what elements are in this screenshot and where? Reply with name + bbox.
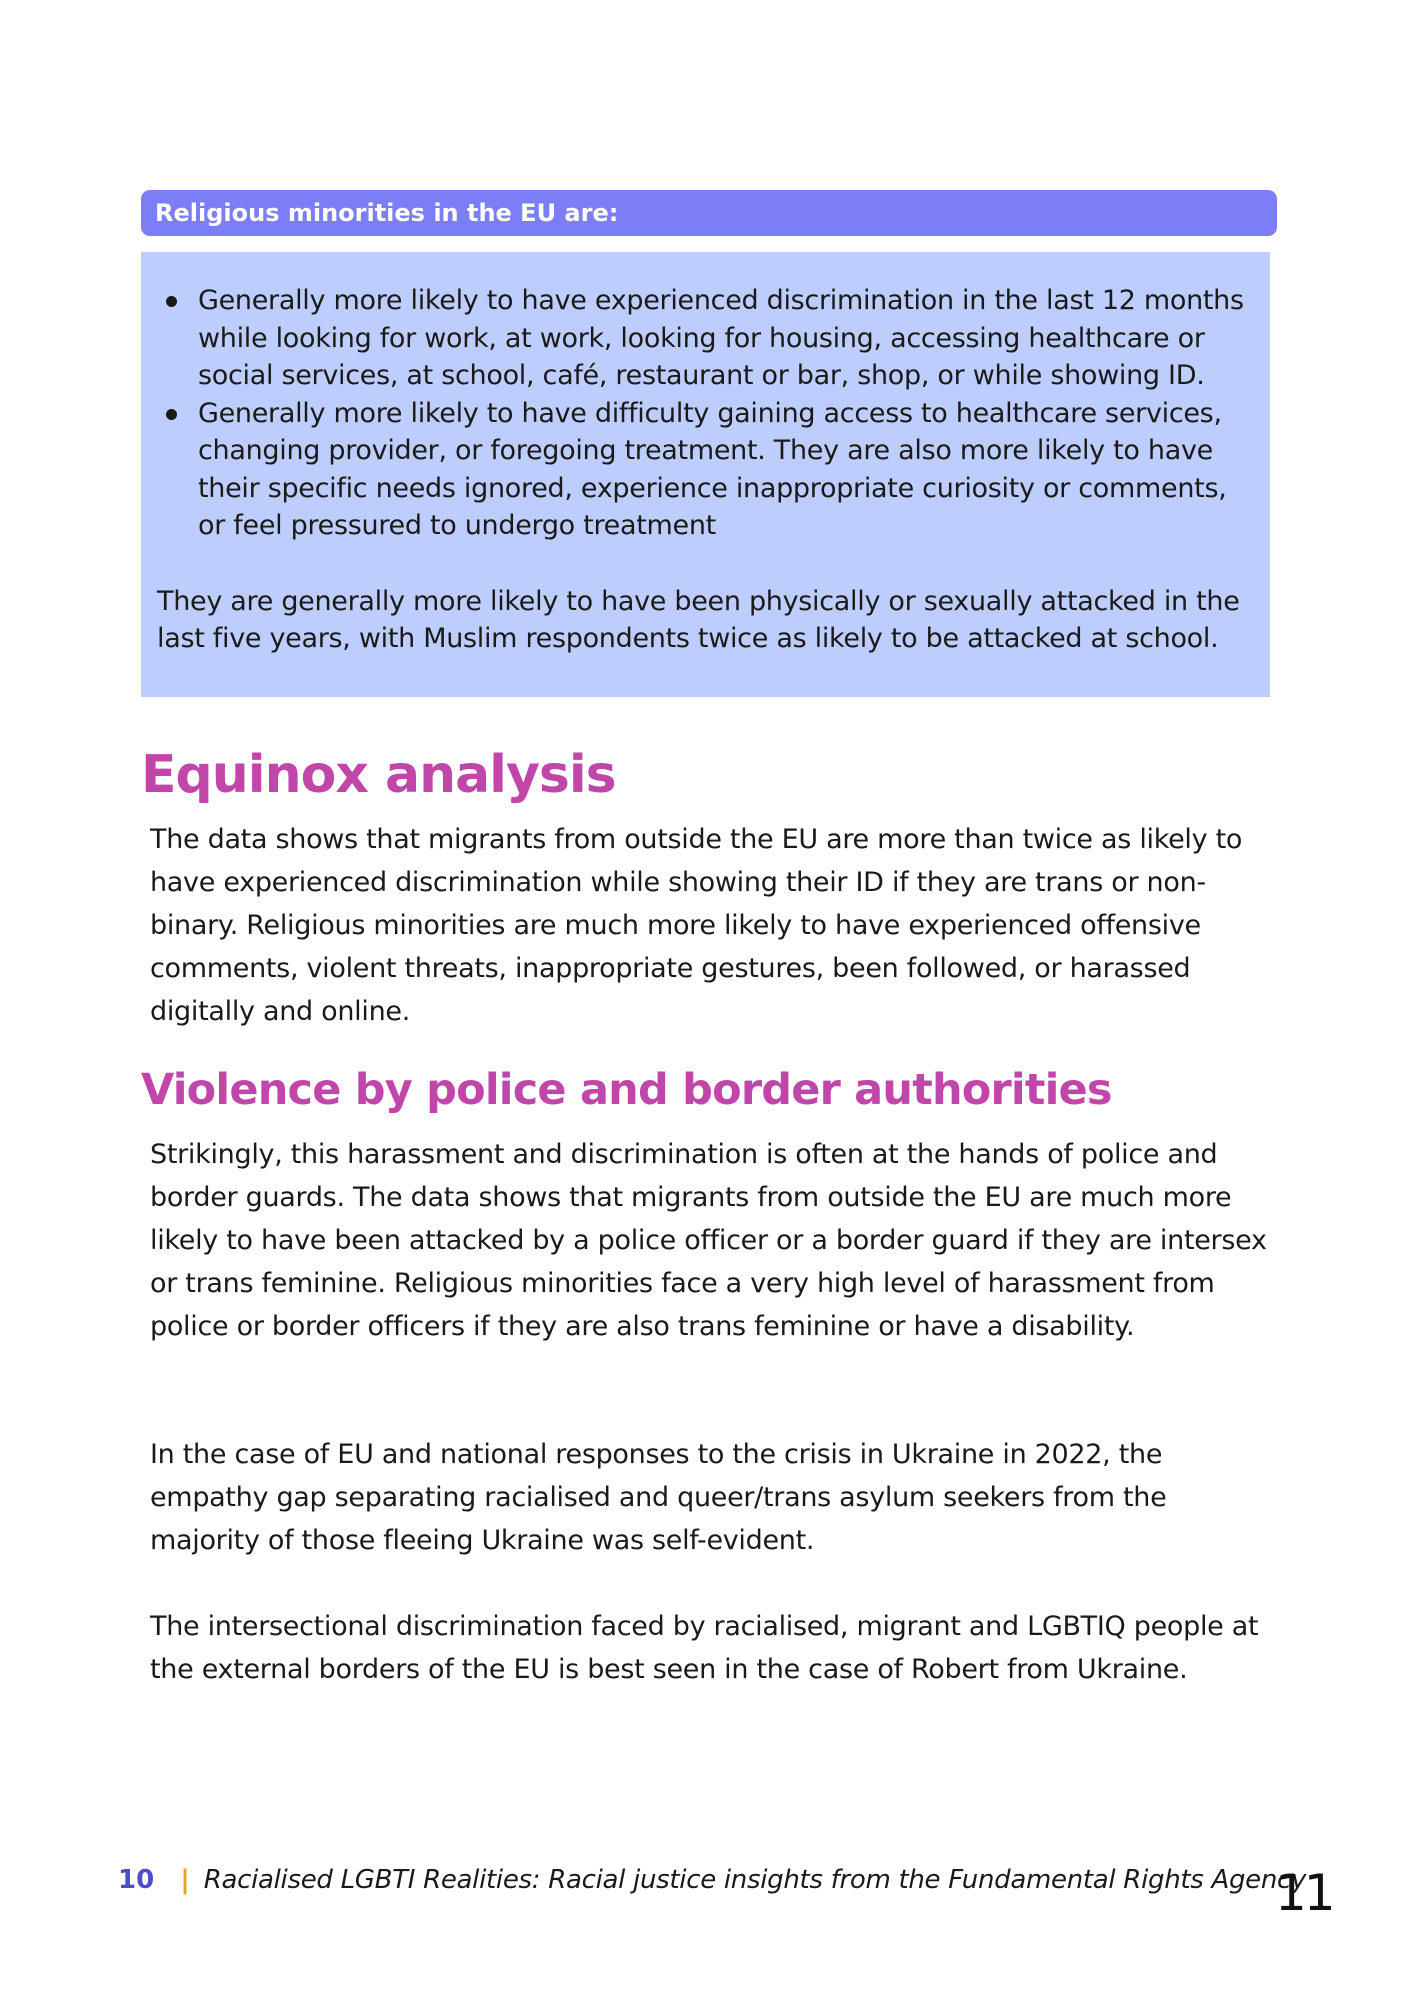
page-number-right: 11 [1275,1864,1333,1922]
callout-bullet-list [157,282,1254,545]
police-heading: Violence by police and border authorities [141,1065,1112,1115]
footer [118,1862,1306,1898]
callout-header-text: Religious minorities in the EU are: [155,199,619,227]
equinox-paragraph: The data shows that migrants from outside the EU are more than twice as likely to have experienced discrimination while showing their ID if they are trans or non-binary. Religious minorities are much more likely to have experienced offensive comments, violent threats, inappropriate gestures, been followed, or harassed digitally and online. [150,824,1243,1027]
list-item [198,395,1254,545]
callout-closing-text: They are generally more likely to have been physically or sexually attacked in the last five years, with Muslim respondents twice as likely to be attacked at school. [157,585,1240,654]
bullet-icon [166,296,177,307]
list-item [198,282,1254,395]
callout-box [141,252,1270,697]
police-paragraph-3: The intersectional discrimination faced by racialised, migrant and LGBTIQ people at the external borders of the EU is best seen in the case of Robert from Ukraine. [150,1611,1259,1685]
callout-header [141,190,1277,236]
police-paragraph-2: In the case of EU and national responses to the crisis in Ukraine in 2022, the empathy gap separating racialised and queer/trans asylum seekers from the majority of those fleeing Ukraine was self-evident. [150,1439,1167,1556]
police-paragraph-1: Strikingly, this harassment and discrimination is often at the hands of police and border guards. The data shows that migrants from outside the EU are much more likely to have been attacked by a police officer or a border guard if they are intersex or trans feminine. Religious minorities face a very high level of harassment from police or border officers if they are also trans feminine or have a disability. [150,1139,1267,1342]
document-title: Racialised LGBTI Realities: Racial justice insights from the Fundamental Rights Agency [203,1865,1307,1895]
list-item-text: Generally more likely to have difficulty gaining access to healthcare services, changing provider, or foregoing treatment. They are also more likely to have their specific needs ignored, experience inappropriate curiosity or comments, or feel pressured to undergo treatment [198,397,1227,541]
equinox-heading: Equinox analysis [141,745,616,805]
bullet-icon [166,409,177,420]
list-item-text: Generally more likely to have experienced discrimination in the last 12 months while looking for work, at work, looking for housing, accessing healthcare or social services, at school, café, restaurant or bar, shop, or while showing ID. [198,285,1244,391]
footer-separator: | [180,1865,190,1895]
page-number-left: 10 [118,1865,155,1895]
